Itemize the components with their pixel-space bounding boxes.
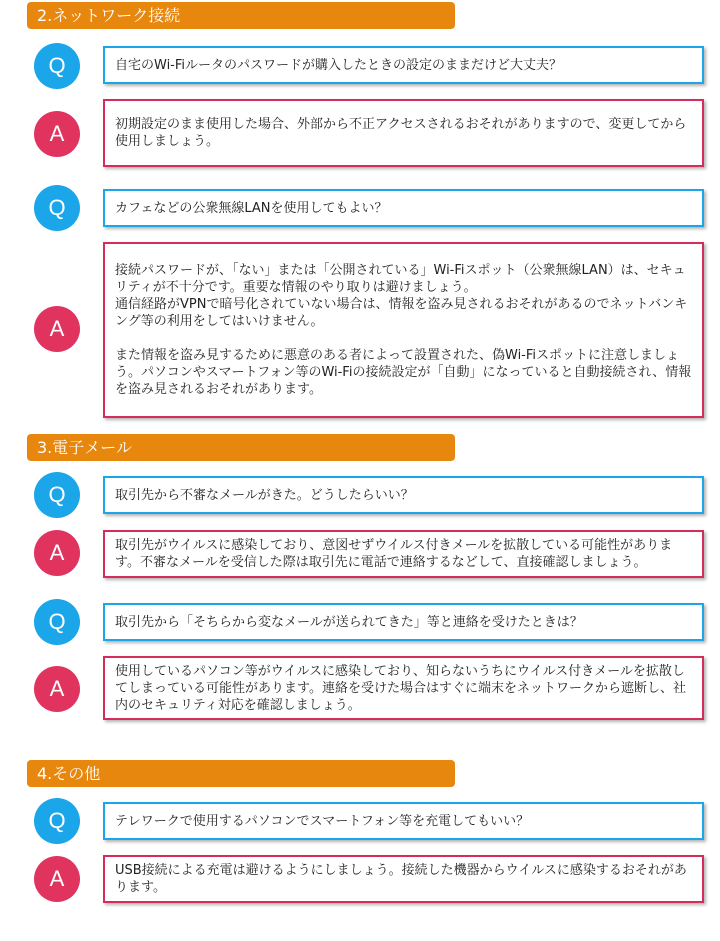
answer-badge: A xyxy=(34,666,80,712)
answer-box xyxy=(103,99,704,167)
answer-box xyxy=(103,656,704,720)
question-badge: Q xyxy=(34,185,80,231)
answer-text: 接続パスワードが、「ない」または「公開されている」Wi-Fiスポット（公衆無線LAN）は、セキュリティが不十分です。重要な情報のやり取りは避けましょう。 通信経路がVPNで暗号化されていない場合は、情報を盗み見されるおそれがあるのでネットバンキング等の利用をしてはいけません。 また情報を盗み見するために悪意のある者によって設置された、偽Wi-Fiスポットに注意しましょう。パソコンやスマートフォン等のWi-Fiの接続設定が「自動」になっていると自動接続され、情報を盗み見されるおそれがあります。 xyxy=(115,263,692,397)
question-badge: Q xyxy=(34,599,80,645)
section-title-email: 3.電子メール xyxy=(27,434,455,461)
answer-box xyxy=(103,242,704,418)
question-box xyxy=(103,189,704,227)
question-text: 取引先から「そちらから変なメールが送られてきた」等と連絡を受けたときは？ xyxy=(115,614,583,630)
question-box xyxy=(103,603,704,641)
answer-box xyxy=(103,530,704,578)
section-title-network: 2.ネットワーク接続 xyxy=(27,2,455,29)
answer-text: 使用しているパソコン等がウイルスに感染しており、知らないうちにウイルス付きメールを拡散してしまっている可能性があります。連絡を受けた場合はすぐに端末をネットワークから遮断し、社内のセキュリティ対応を確認しましょう。 xyxy=(115,663,686,713)
section-title-other: 4.その他 xyxy=(27,760,455,787)
question-text: 自宅のWi-Fiルータのパスワードが購入したときの設定のままだけど大丈夫？ xyxy=(115,57,563,73)
answer-box xyxy=(103,855,704,903)
question-box xyxy=(103,476,704,514)
question-text: 取引先から不審なメールがきた。どうしたらいい？ xyxy=(115,487,414,503)
answer-text: 初期設定のまま使用した場合、外部から不正アクセスされるおそれがありますので、変更してから使用しましょう。 xyxy=(115,117,687,149)
question-box xyxy=(103,46,704,84)
question-badge: Q xyxy=(34,43,80,89)
answer-badge: A xyxy=(34,856,80,902)
answer-badge: A xyxy=(34,530,80,576)
question-text: カフェなどの公衆無線LANを使用してもよい？ xyxy=(115,200,388,216)
question-text: テレワークで使用するパソコンでスマートフォン等を充電してもいい？ xyxy=(115,813,530,829)
answer-text: 取引先がウイルスに感染しており、意図せずウイルス付きメールを拡散している可能性があります。不審なメールを受信した際は取引先に電話で連絡するなどして、直接確認しましょう。 xyxy=(115,538,673,570)
answer-badge: A xyxy=(34,111,80,157)
question-badge: Q xyxy=(34,472,80,518)
answer-badge: A xyxy=(34,306,80,352)
question-box xyxy=(103,802,704,840)
answer-text: USB接続による充電は避けるようにしましょう。接続した機器からウイルスに感染するおそれがあります。 xyxy=(115,863,687,895)
question-badge: Q xyxy=(34,798,80,844)
